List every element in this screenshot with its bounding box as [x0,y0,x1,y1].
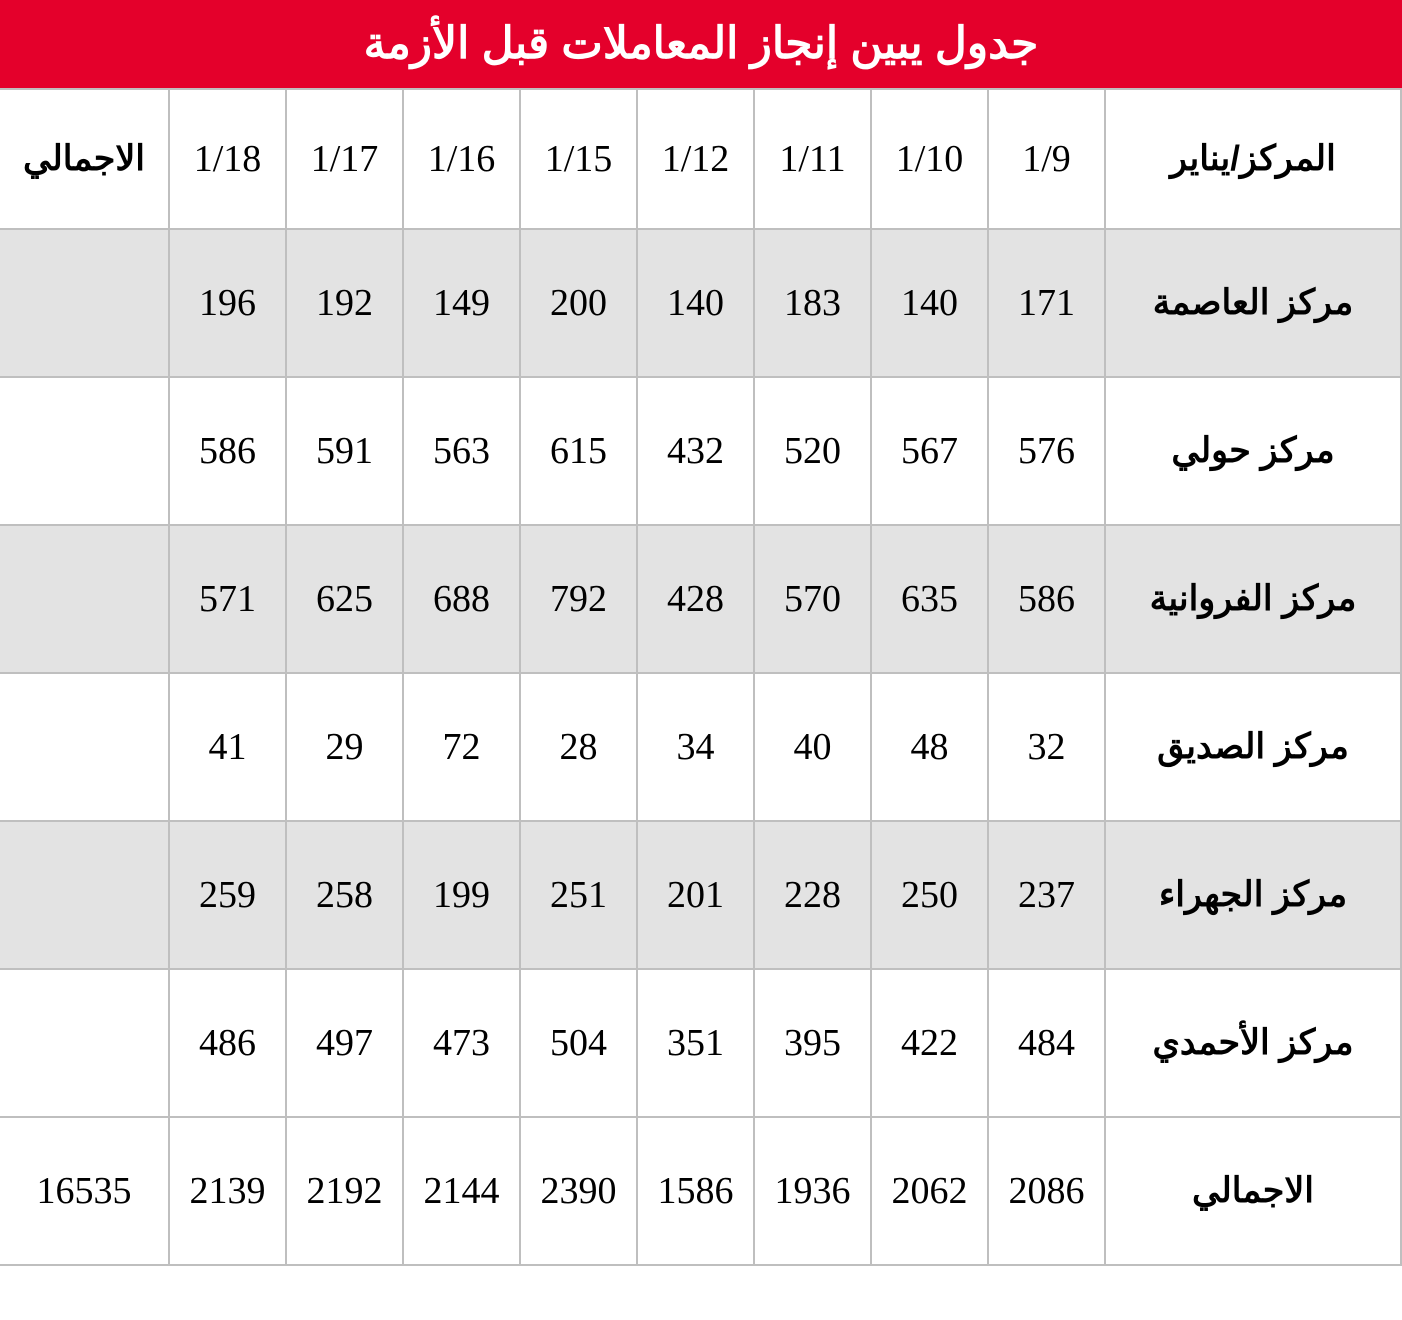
total-cell-value: 1586 [637,1117,754,1265]
cell-value: 237 [988,821,1105,969]
total-cell-value: 2139 [169,1117,286,1265]
cell-value: 576 [988,377,1105,525]
row-label: مركز حولي [1105,377,1401,525]
cell-value: 395 [754,969,871,1117]
row-label: مركز الجهراء [1105,821,1401,969]
cell-value: 792 [520,525,637,673]
header-date-1: 1/9 [988,89,1105,229]
cell-value: 504 [520,969,637,1117]
header-date-7: 1/17 [286,89,403,229]
cell-value: 196 [169,229,286,377]
cell-value: 28 [520,673,637,821]
cell-value: 171 [988,229,1105,377]
cell-value: 591 [286,377,403,525]
total-cell-value: 1936 [754,1117,871,1265]
table-row [0,525,1401,673]
total-row-label: الاجمالي [1105,1117,1401,1265]
cell-value: 563 [403,377,520,525]
cell-value: 183 [754,229,871,377]
cell-value: 32 [988,673,1105,821]
cell-value: 140 [871,229,988,377]
row-label: مركز الفروانية [1105,525,1401,673]
cell-value: 615 [520,377,637,525]
cell-value: 199 [403,821,520,969]
cell-value: 473 [403,969,520,1117]
row-total [0,377,169,525]
cell-value: 571 [169,525,286,673]
header-date-3: 1/11 [754,89,871,229]
cell-value: 586 [988,525,1105,673]
cell-value: 72 [403,673,520,821]
table-row [0,969,1401,1117]
cell-value: 497 [286,969,403,1117]
table-row [0,377,1401,525]
header-date-6: 1/16 [403,89,520,229]
cell-value: 432 [637,377,754,525]
cell-value: 201 [637,821,754,969]
cell-value: 570 [754,525,871,673]
cell-value: 625 [286,525,403,673]
cell-value: 40 [754,673,871,821]
header-date-8: 1/18 [169,89,286,229]
table-row [0,229,1401,377]
cell-value: 149 [403,229,520,377]
row-label: مركز العاصمة [1105,229,1401,377]
table-row [0,673,1401,821]
page-title: جدول يبين إنجاز المعاملات قبل الأزمة [363,18,1039,68]
total-cell-value: 2086 [988,1117,1105,1265]
row-label: مركز الصديق [1105,673,1401,821]
table-header-row [0,89,1401,229]
row-label: مركز الأحمدي [1105,969,1401,1117]
header-corner-label: المركز/يناير [1105,89,1401,229]
cell-value: 422 [871,969,988,1117]
row-total [0,525,169,673]
row-total [0,229,169,377]
cell-value: 567 [871,377,988,525]
row-total [0,821,169,969]
cell-value: 251 [520,821,637,969]
cell-value: 586 [169,377,286,525]
cell-value: 520 [754,377,871,525]
total-cell-value: 2062 [871,1117,988,1265]
header-total-label: الاجمالي [0,89,169,229]
total-cell-value: 2192 [286,1117,403,1265]
grand-total: 16535 [0,1117,169,1265]
cell-value: 29 [286,673,403,821]
cell-value: 41 [169,673,286,821]
cell-value: 351 [637,969,754,1117]
header-date-5: 1/15 [520,89,637,229]
cell-value: 228 [754,821,871,969]
header-date-4: 1/12 [637,89,754,229]
row-total [0,969,169,1117]
table-row [0,821,1401,969]
total-cell-value: 2390 [520,1117,637,1265]
header-date-2: 1/10 [871,89,988,229]
cell-value: 34 [637,673,754,821]
cell-value: 428 [637,525,754,673]
row-total [0,673,169,821]
cell-value: 484 [988,969,1105,1117]
table-total-row [0,1117,1401,1265]
table-title-bar [0,0,1402,88]
cell-value: 200 [520,229,637,377]
cell-value: 250 [871,821,988,969]
cell-value: 486 [169,969,286,1117]
total-cell-value: 2144 [403,1117,520,1265]
cell-value: 259 [169,821,286,969]
cell-value: 48 [871,673,988,821]
cell-value: 688 [403,525,520,673]
cell-value: 140 [637,229,754,377]
transactions-table [0,88,1402,1266]
cell-value: 635 [871,525,988,673]
cell-value: 192 [286,229,403,377]
cell-value: 258 [286,821,403,969]
